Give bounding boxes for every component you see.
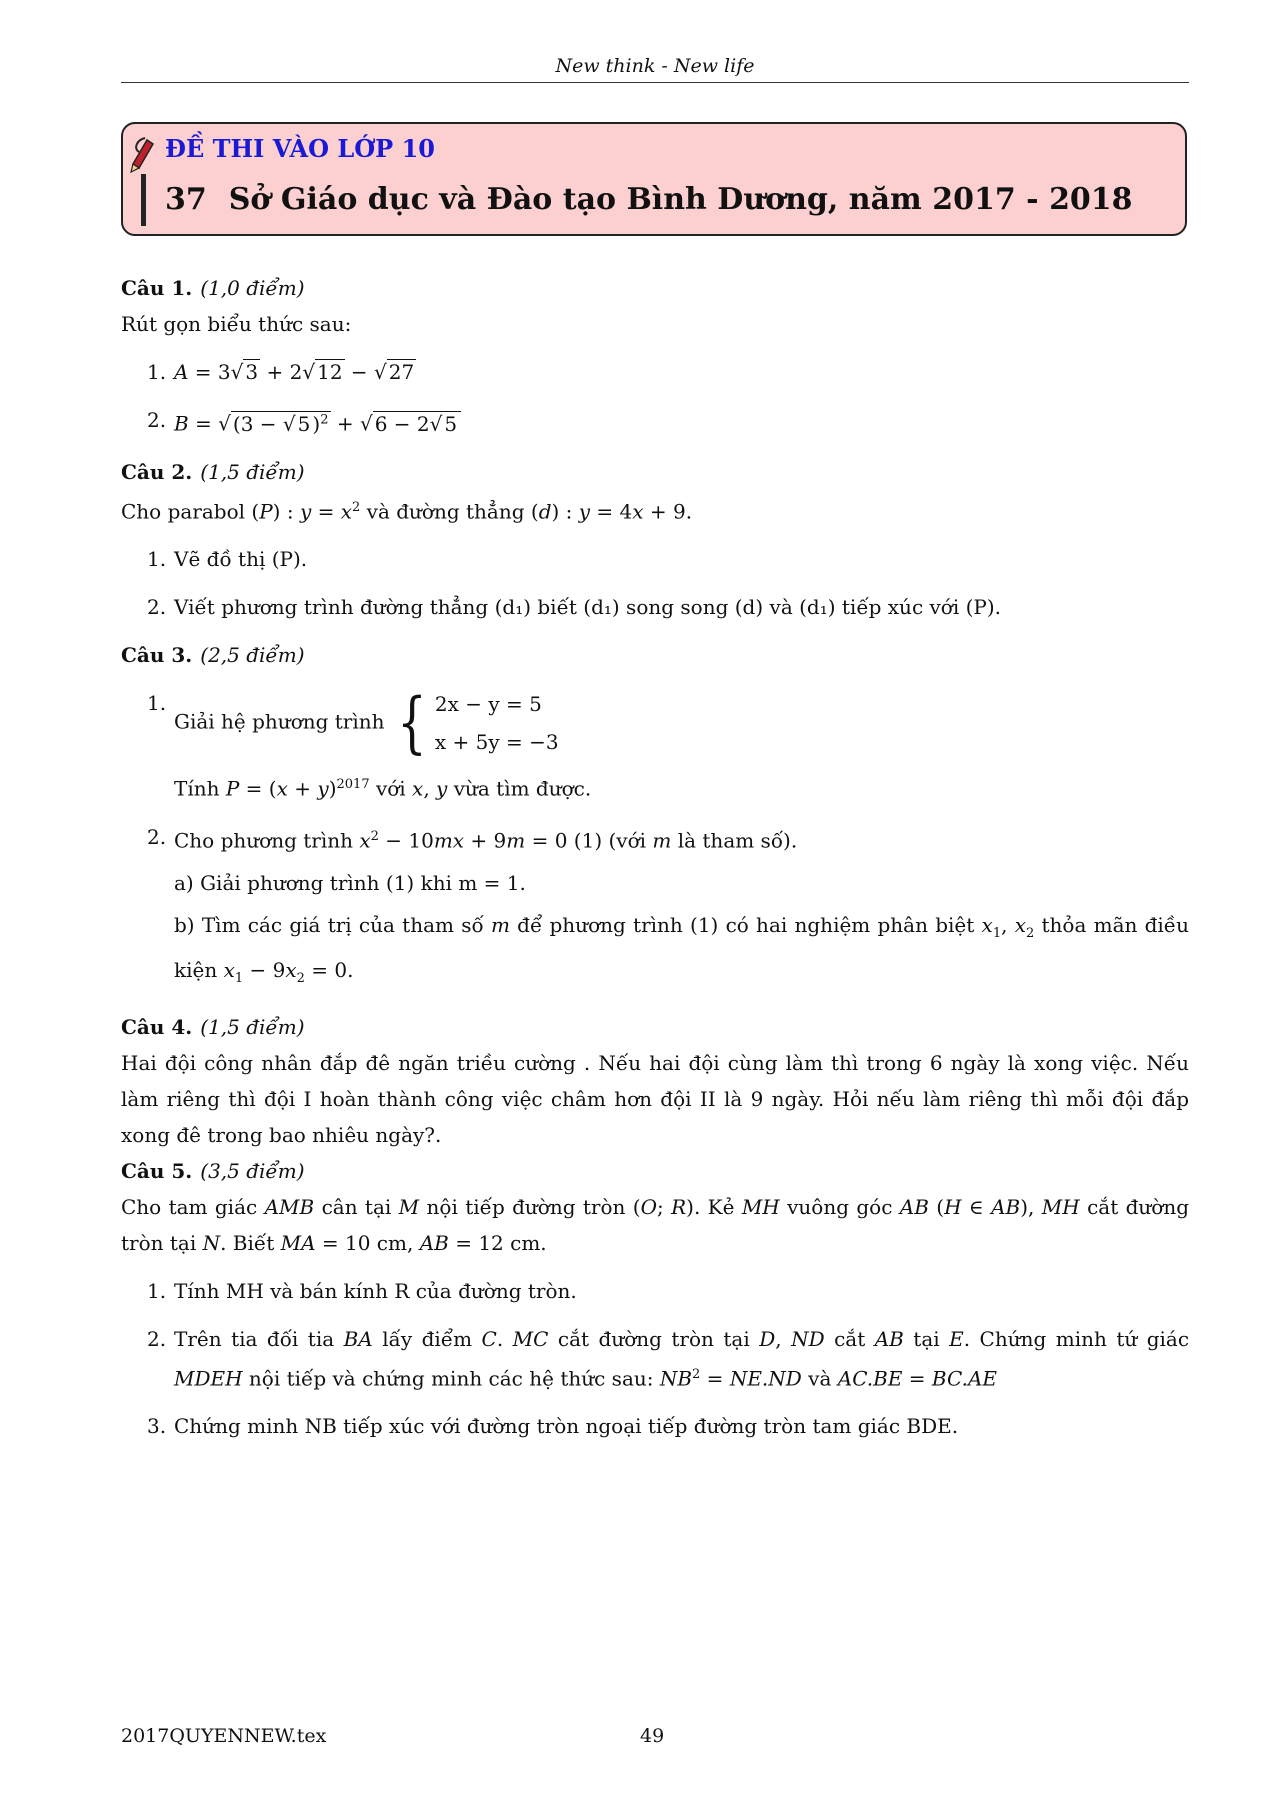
part-a: a) Giải phương trình (1) khi m = 1. bbox=[174, 870, 526, 895]
formula-A: A = 3√ 3 + 2√ 12 − √ 27 bbox=[174, 360, 415, 384]
exam-content bbox=[121, 270, 1189, 1456]
formula-B: B = √ (3 − √ 5 )$^2$ + √ 6 − 2√ 5 bbox=[174, 411, 461, 436]
question-3-list bbox=[121, 685, 1189, 996]
list-item: 3. Chứng minh NB tiếp xúc với đường tròn ngoại tiếp đường tròn tam giác BDE. bbox=[147, 1414, 959, 1439]
question-1-intro: Rút gọn biểu thức sau: bbox=[121, 312, 352, 336]
exam-title-banner bbox=[121, 122, 1187, 236]
page-number: 49 bbox=[640, 1725, 665, 1747]
list-item: 2. Viết phương trình đường thẳng (d₁) biết (d₁) song song (d) và (d₁) tiếp xúc với (P). bbox=[147, 595, 1002, 620]
question-5-heading: Câu 5. (3,5 điểm) bbox=[121, 1158, 305, 1183]
header-rule bbox=[121, 82, 1189, 83]
question-1-heading: Câu 1. (1,0 điểm) bbox=[121, 276, 305, 300]
question-4-heading: Câu 4. (1,5 điểm) bbox=[121, 1014, 305, 1039]
list-item: 1. Tính MH và bán kính R của đường tròn. bbox=[147, 1278, 577, 1303]
brace-icon: { bbox=[397, 684, 427, 762]
list-item: 1. A = 3√ 3 + 2√ 12 − √ 27 bbox=[147, 360, 415, 384]
banner-kicker: ĐỀ THI VÀO LỚP 10 bbox=[165, 134, 435, 163]
equation-system bbox=[391, 685, 559, 761]
list-item: 2. Cho phương trình $x^2 - 10mx + 9m = 0$ (1) (với m là tham số). a) Giải phương trình (1) khi m = 1. b) Tìm các giá trị của tham số m để phương trình (1) có hai nghiệm phân biệt $x_1$, $x_2$ thỏa mãn điều kiện $x_1 - 9x_2 = 0$. bbox=[121, 819, 1189, 997]
equation-1: 2x − y = 5 bbox=[434, 692, 542, 717]
footer-filename: 2017QUYENNEW.tex bbox=[121, 1725, 327, 1747]
question-5-intro: Cho tam giác AMB cân tại M nội tiếp đường tròn (O; R). Kẻ MH vuông góc AB (H ∈ AB), MH cắt đường tròn tại N. Biết MA = 10 cm, AB = 12 cm. bbox=[121, 1194, 1190, 1255]
question-4-text: Hai đội công nhân đắp đê ngăn triều cường . Nếu hai đội cùng làm thì trong 6 ngày là xong việc. Nếu làm riêng thì đội I hoàn thành công việc châm hơn đội II là 9 ngày. Hỏi nếu làm riêng thì mỗi đội đắp xong đê trong bao nhiêu ngày?. bbox=[121, 1050, 1189, 1147]
question-1-list bbox=[121, 354, 1189, 442]
question-3-heading: Câu 3. (2,5 điểm) bbox=[121, 643, 305, 668]
question-2-list bbox=[121, 541, 1189, 625]
question-5-list bbox=[121, 1273, 1189, 1445]
exam-number: 37 bbox=[165, 182, 207, 217]
banner-accent-bar bbox=[141, 174, 146, 226]
banner-title bbox=[165, 182, 1133, 217]
pencil-icon bbox=[127, 134, 157, 174]
equation-2: x + 5y = −3 bbox=[434, 730, 559, 755]
exam-title: Sở Giáo dục và Đào tạo Bình Dương, năm 2017 - 2018 bbox=[228, 182, 1133, 217]
compute-P: Tính $P = (x + y)^{2017}$ với x, y vừa tìm được. bbox=[174, 776, 592, 801]
list-item: 1. Vẽ đồ thị (P). bbox=[147, 547, 308, 572]
list-item: 2. Trên tia đối tia BA lấy điểm C. MC cắt đường tròn tại D, ND cắt AB tại E. Chứng minh tứ giác MDEH nội tiếp và chứng minh các hệ thức sau: $NB^2 = NE.ND$ và AC.BE = BC.AE bbox=[147, 1326, 1190, 1391]
question-2-intro: Cho parabol (P) : $y = x^2$ và đường thẳng (d) : y = 4x + 9. bbox=[121, 499, 693, 524]
list-item: 2. B = √ (3 − √ 5 )$^2$ + √ 6 − 2√ 5 bbox=[121, 402, 1189, 442]
question-2-heading: Câu 2. (1,5 điểm) bbox=[121, 459, 305, 484]
part-b: b) Tìm các giá trị của tham số m để phương trình (1) có hai nghiệm phân biệt $x_1$, $x_2$ thỏa mãn điều kiện $x_1 - 9x_2 = 0$. bbox=[174, 912, 1189, 986]
list-item: 1. Giải hệ phương trình { 2x − y = 5 x + 5y = −3 Tính $P = (x + y)^{2017}$ với x, y vừa tìm được. bbox=[121, 685, 1189, 807]
running-header: New think - New life bbox=[555, 55, 755, 77]
